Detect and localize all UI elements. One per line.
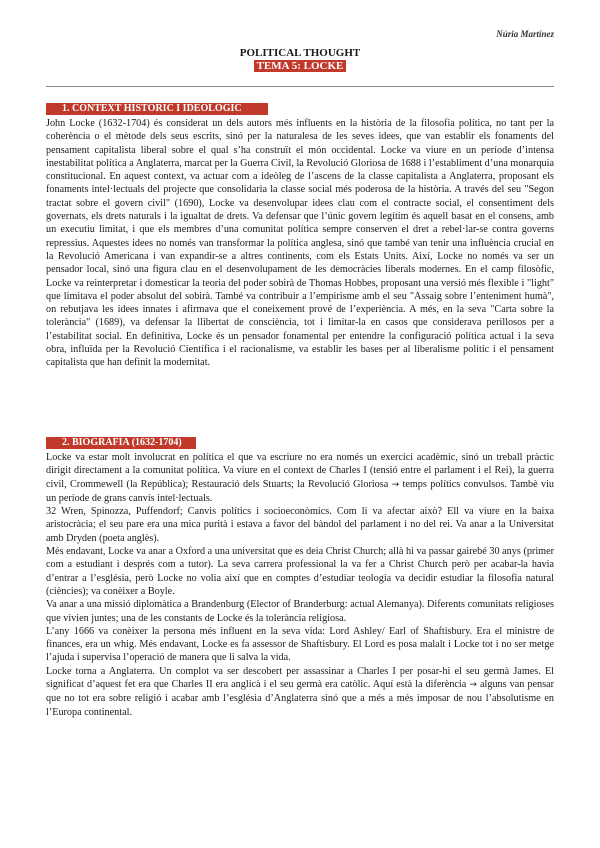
paragraph-text: temps polítics convulsos. Tambè viu un període de grans canvis intel·lectuals. xyxy=(46,478,554,504)
arrow-icon: → xyxy=(469,680,477,691)
section-body-context xyxy=(46,117,554,370)
paragraph xyxy=(46,451,554,505)
paragraph: Més endavant, Locke va anar a Oxford a una universitat que es deia Christ Church; allà hi va passar gairebé 30 anys (primer com a estudiant i després com a tutor). La seva carrera professional la va fer a Christ Church però per acabar-la havia d’entrar a l’església, però Locke no volia així que en comptes d’estudiar teologia va decidir estudiar la filosofia natural (ciències); va conèixer a Boyle. xyxy=(46,546,554,597)
section-heading-biography: 2. BIOGRAFIA (1632-1704) xyxy=(46,437,196,449)
document-subtitle xyxy=(0,60,600,73)
paragraph: 32 Wren, Spinozza, Puffendorf; Canvis polítics i socioeconòmics. Com li va afectar això? Ell va viure en la baixa aristocràcia; el seu pare era una mica purità i estava a favor del bàndol del parlament i no del rei. Va anar a la Universitat amb Dryden (poeta anglès). xyxy=(46,506,554,544)
section-body-biography xyxy=(46,451,554,719)
author-name: Núria Martínez xyxy=(496,29,554,39)
paragraph: Va anar a una missió diplomàtica a Brandenburg (Elector of Branderburg: actual Alemanya). Diferents comunitats religioses que vivien juntes; una de les constants de Locke és la tolerància religiosa. xyxy=(46,599,554,624)
paragraph: L’any 1666 va conèixer la persona més influent en la seva vida: Lord Ashley/ Earl of Shaftisbury. Era el ministre de finances, era un whig. Més endavant, Locke es fa assessor de Shaftisbury. El Lord es posa malalt i Locke tot i no ser metge l’ajuda i supervisa l’operació de manera que li salva la vida. xyxy=(46,625,554,664)
document-title: POLITICAL THOUGHT xyxy=(239,47,361,59)
paragraph-text: alguns van pensar que no tot era sobre religió i acabar amb l’església d’Anglaterra sinó que a més a més imposar de nou l’absolutisme en l’Europa continental. xyxy=(46,679,555,718)
header-divider xyxy=(46,86,554,87)
section-heading-context: 1. CONTEXT HISTÒRIC I IDEOLÒGIC xyxy=(46,103,268,115)
paragraph-text: Locke va estar molt involucrat en política el que va escriure no era només un exercici acadèmic, sinó un treball pràctic dirigit directament a la comunitat política. Va viure en el context de Charles I (tensió entre el parlament i el Rei), la guerra civil, Crommewell (la República); Restauració dels Stuarts; la Revolució Gloriosa xyxy=(46,452,554,490)
paragraph xyxy=(46,665,554,719)
subtitle-highlight: TEMA 5: LOCKE xyxy=(254,60,347,72)
paragraph: John Locke (1632-1704) és considerat un dels autors més influents en la història de la filosofia política, no tant per la coherència o el mètode dels seus escrits, sinó per la naturalesa de les seves idees, que van establir els fonaments del pensament capitalista liberal sobre el qual s’ha construït el món occidental. Locke va viure en un període d’intensa inestabilitat política a Anglaterra, marcat per la Guerra Civil, la Revolució Gloriosa de 1688 i l’establiment d’una monarquia constitucional. En aquest context, va actuar com a ideòleg de l’ascens de la classe capitalista a Anglaterra, proposant els fonaments intel·lectuals del projecte que consolidaria la classe social més poderosa de la història. A través del seu "Segon tractat sobre el govern civil" (1690), Locke va desenvolupar idees clau com el contracte social, el consentiment dels governats, els drets naturals i la igualtat de drets. Va defensar que l’únic govern legítim és aquell basat en el consens, amb un executiu limitat, i que els membres d’una comunitat política sempre conserven el dret a rebel·lar-se contra governs repressius. Aquestes idees no només van transformar la política anglesa, sinó que també van tenir una influència crucial en la Revolució Americana i van expandir-se a altres continents, com els Estats Units. Així, Locke no només va ser un pensador local, sinó una figura clau en el desenvolupament de les democràcies liberals modernes. En el camp filosòfic, Locke va reinterpretar i domesticar la teoria del poder sobirà de Thomas Hobbes, proposant una versió més flexible i "light" que limitava el poder absolut del sobirà. També va contribuir a l’empirisme amb el seu "Assaig sobre l’enteniment humà", on rebutjava les idees innates i afirmava que el coneixement prové de l’experiència. A més, en la seva "Carta sobre la tolerància" (1689), va defensar la llibertat de consciència, tot i limitar-la en casos que considerava perillosos per a l’estabilitat social. En definitiva, Locke és un pensador fonamental per entendre la configuració política actual i la seva obra, influïda per la Revolució Científica i el racionalisme, va establir les bases per al liberalisme polític i el pensament capitalista que han definit la modernitat. xyxy=(46,118,554,369)
paragraph-text: Locke torna a Anglaterra. Un complot va ser descobert per assassinar a Charles I per posar-hi el seu germà James. El significat d’aquest fet era que Charles II era anglicà i el seu germà era catòlic. Aquí està la diferència xyxy=(46,665,554,691)
arrow-icon: → xyxy=(391,479,400,490)
